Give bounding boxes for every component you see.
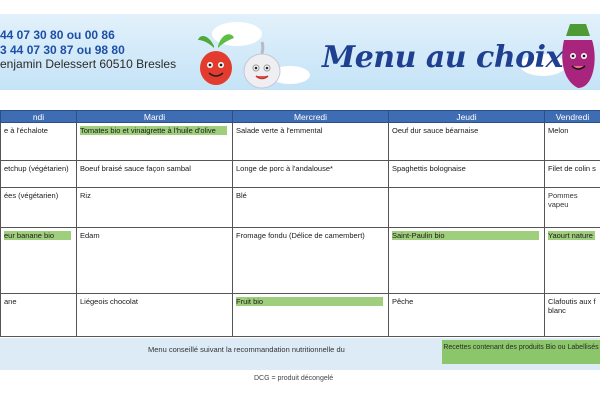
menu-cell	[233, 188, 389, 228]
dish-label: Pêche	[392, 297, 414, 306]
menu-cell	[77, 228, 233, 294]
dish-label: ées (végétarien)	[4, 191, 59, 200]
day-header-wednesday: Mercredi	[233, 111, 389, 123]
phone-line-2: 3 44 07 30 87 ou 98 80	[0, 42, 125, 57]
day-header-monday: ndi	[1, 111, 77, 123]
dish-label-bio: Tomates bio et vinaigrette à l'huile d'olive	[80, 126, 227, 135]
menu-cell	[77, 188, 233, 228]
dish-label: Spaghettis bolognaise	[392, 164, 466, 173]
dish-label-bio: Fruit bio	[236, 297, 383, 306]
menu-cell	[545, 123, 600, 161]
dish-label: Edam	[80, 231, 100, 240]
menu-cell	[77, 161, 233, 188]
recommendation-note: Menu conseillé suivant la recommandation nutritionnelle du	[148, 345, 345, 354]
menu-cell	[545, 294, 600, 337]
dish-label: Melon	[548, 126, 569, 135]
dish-label: Clafoutis aux f blanc	[548, 297, 596, 315]
contact-info	[0, 28, 176, 72]
menu-row-dessert	[1, 294, 600, 337]
bio-legend: Recettes contenant des produits Bio ou Labellisés	[442, 340, 600, 364]
dish-label-bio: Yaourt nature	[548, 231, 595, 240]
dish-label: Liégeois chocolat	[80, 297, 138, 306]
menu-cell	[545, 188, 600, 228]
menu-cell	[1, 228, 77, 294]
dish-label: Salade verte à l'emmental	[236, 126, 323, 135]
menu-cell	[389, 161, 545, 188]
menu-row-dairy	[1, 228, 600, 294]
radish-mascot-icon	[190, 32, 242, 90]
day-header-thursday: Jeudi	[389, 111, 545, 123]
menu-cell	[233, 123, 389, 161]
header-banner	[0, 14, 600, 90]
dish-label: Boeuf braisé sauce façon sambal	[80, 164, 191, 173]
dish-label: Longe de porc à l'andalouse*	[236, 164, 333, 173]
menu-cell	[1, 188, 77, 228]
dish-label: Oeuf dur sauce béarnaise	[392, 126, 479, 135]
dish-label: Filet de colin s	[548, 164, 596, 173]
menu-cell	[389, 294, 545, 337]
weekly-menu-table	[0, 110, 600, 337]
menu-cell	[1, 161, 77, 188]
dish-label-bio: Saint-Paulin bio	[392, 231, 539, 240]
menu-cell	[233, 294, 389, 337]
dish-label: Fromage fondu (Délice de camembert)	[236, 231, 365, 240]
menu-row-starter	[1, 123, 600, 161]
menu-cell	[233, 161, 389, 188]
dish-label: Blé	[236, 191, 247, 200]
phone-line-1: 44 07 30 80 ou 00 86	[0, 28, 115, 42]
dish-label: Riz	[80, 191, 91, 200]
dish-label: etchup (végétarien)	[4, 164, 69, 173]
dish-label-bio: eur banane bio	[4, 231, 71, 240]
dish-label: e à l'échalote	[4, 126, 48, 135]
garlic-mascot-icon	[238, 38, 286, 90]
menu-cell	[77, 294, 233, 337]
dish-label: ane	[4, 297, 17, 306]
address-line: enjamin Delessert 60510 Bresles	[0, 57, 177, 71]
menu-cell	[389, 188, 545, 228]
menu-cell	[545, 161, 600, 188]
menu-row-side	[1, 188, 600, 228]
day-header-row	[1, 111, 600, 123]
menu-cell	[233, 228, 389, 294]
page-title: Menu au choix	[322, 40, 563, 75]
menu-cell	[1, 294, 77, 337]
day-header-friday: Vendredi	[545, 111, 600, 123]
menu-row-main	[1, 161, 600, 188]
day-header-tuesday: Mardi	[77, 111, 233, 123]
menu-cell	[389, 228, 545, 294]
menu-cell	[77, 123, 233, 161]
menu-cell	[389, 123, 545, 161]
dish-label: Pommes vapeu	[548, 191, 578, 209]
dcg-note: DCG = produit décongelé	[254, 375, 334, 382]
menu-cell	[545, 228, 600, 294]
menu-cell	[1, 123, 77, 161]
